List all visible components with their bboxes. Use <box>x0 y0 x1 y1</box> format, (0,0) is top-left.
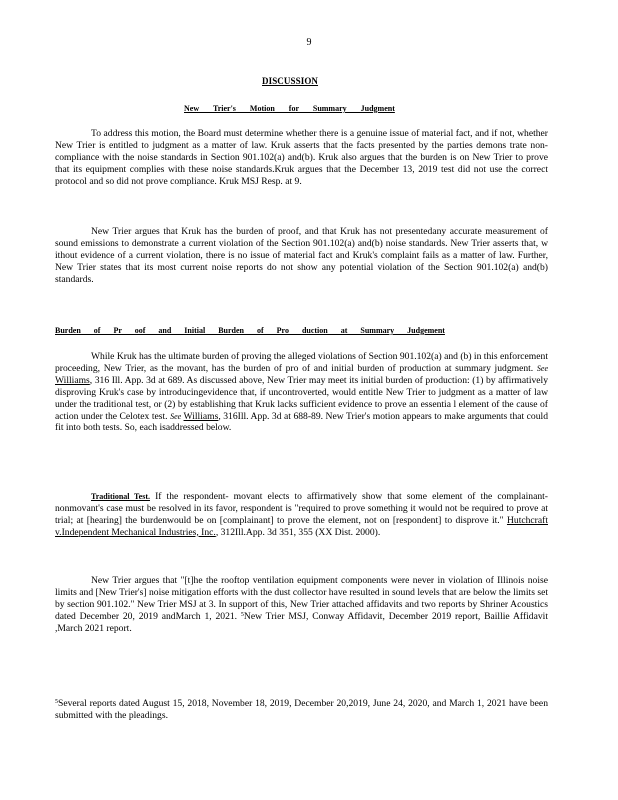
footnote <box>55 698 548 722</box>
footnote-reference: 5 <box>240 611 244 618</box>
citation-hutchcraft: Hutchcraft v.Independent Mechanical Industries, Inc. <box>55 514 548 538</box>
subheading-traditional-test: Traditional Test. <box>91 492 150 501</box>
paragraph-4-text-1: If the respondent- movant elects to affirmatively show that some element of the complainant-nonmovant's case must be resolved in its favor, respondent is "required to prove something it would not be required to prove at trial; at [hearing] the burdenwould be on [complainant] to prove the element, not on [respondent] to disprove it." <box>55 491 548 526</box>
paragraph-3-text-3: , 316Ill. App. 3d at 688-89. New Trier's motion appears to make arguments that could fit into both tests. So, each isaddressed below. <box>55 410 548 434</box>
paragraph-3 <box>55 351 548 434</box>
paragraph-3-text-1: While Kruk has the ultimate burden of proving the alleged violations of Section 901.102(a) and (b) in this enforcement proceeding, New Trier, as the movant, has the burden of pro of and initial burden of production at summary judgment. <box>55 351 548 374</box>
page-number: 9 <box>306 37 312 48</box>
citation-signal-see: See <box>536 363 548 373</box>
footnote-mark: 5 <box>55 699 58 705</box>
paragraph-5 <box>55 575 548 635</box>
paragraph-5-text-2: New Trier MSJ, Conway Affidavit, December 2019 report, Baillie Affidavit ,March 2021 report. <box>55 610 548 634</box>
paragraph-2: New Trier argues that Kruk has the burden of proof, and that Kruk has not presentedany accurate measurement of sound emissions to demonstrate a current violation of the Section 901.102(a) and(b) noise standards. New Trier asserts that, w ithout evidence of a current violation, there is no issue of material fact and Kruk's complaint fails as a matter of law. Further, New Trier states that its most current noise reports do not show any potential violation of the Section 901.102(a) and(b) standards. <box>55 226 548 285</box>
citation-signal-see-2: See <box>170 411 182 421</box>
heading-motion: New Trier's Motion for Summary Judgment <box>184 104 395 113</box>
paragraph-4 <box>55 491 548 539</box>
paragraph-1: To address this motion, the Board must determine whether there is a genuine issue of material fact, and if not, whether New Trier is entitled to judgment as a matter of law. Kruk asserts that the facts presented by the parties demons trate non-compliance with the noise standards in Section 901.102(a) and(b). Kruk also argues that the burden is on New Trier to prove that its equipment complies with these noise standards.Kruk argues that the December 13, 2019 test did not use the correct protocol and so did not prove compliance. Kruk MSJ Resp. at 9. <box>55 128 548 187</box>
heading-burden: Burden of Pr oof and Initial Burden of Pro duction at Summary Judgement <box>55 326 445 335</box>
paragraph-5-text-1: New Trier argues that "[t]he the rooftop ventilation equipment components were never in violation of Illinois noise limits and [New Trier's] noise mitigation efforts with the dust collector have resulted in sound levels that are below the limits set by section 901.102." New Trier MSJ at 3. In support of this, New Trier attached affidavits and two reports by Shriner Acoustics dated December 20, 2019 andMarch 1, 2021. <box>55 575 548 622</box>
heading-discussion: DISCUSSION <box>262 76 319 86</box>
citation-williams: Williams <box>55 374 90 386</box>
footnote-text: Several reports dated August 15, 2018, November 18, 2019, December 20,2019, June 24, 2020, and March 1, 2021 have been submitted with the pleadings. <box>55 698 548 721</box>
paragraph-3-text-2: , 316 Ill. App. 3d at 689. As discussed above, New Trier may meet its initial burden of production: (1) by affirmatively disproving Kruk's case by introducingevidence that, if uncontroverted, would entitle New Trier to judgment as a matter of law under the traditional test, or (2) by establishing that Kruk lacks sufficient evidence to prove an essentia l element of the cause of action under the Celotex test. <box>55 374 548 422</box>
paragraph-4-text-2: , 312Ill.App. 3d 351, 355 (XX Dist. 2000). <box>215 526 381 538</box>
citation-williams-2: Williams <box>183 410 219 422</box>
